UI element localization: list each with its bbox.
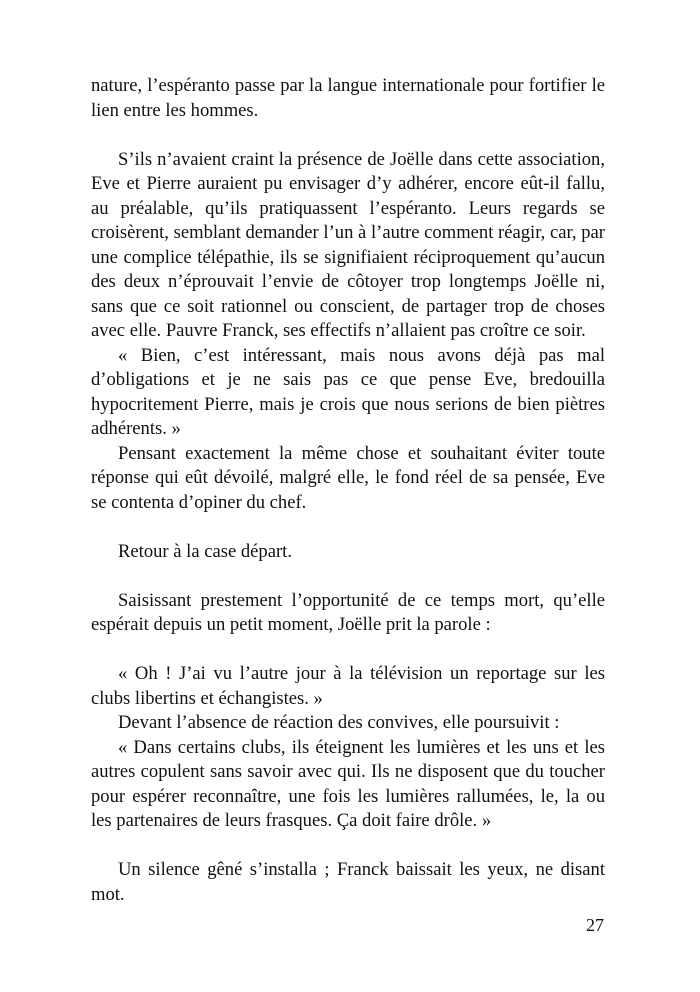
paragraph-continuation: nature, l’espéranto passe par la langue internationale pour fortifier le lien entre les hommes. bbox=[91, 75, 605, 121]
paragraph-joelle-speaks: Saisissant prestement l’opportunité de ce temps mort, qu’elle espérait depuis un petit moment, Joëlle prit la parole : bbox=[91, 589, 605, 635]
paragraph-television: « Oh ! J’ai vu l’autre jour à la télévision un reportage sur les clubs libertins et échangistes. » bbox=[91, 663, 605, 709]
body-text bbox=[91, 74, 605, 907]
paragraph-pierre-reply: « Bien, c’est intéressant, mais nous avons déjà pas mal d’obligations et je ne sais pas ce que pense Eve, bredouilla hypocritement Pierre, mais je crois que nous serions de bien piètres adhérents. » bbox=[91, 344, 605, 439]
paragraph-poursuivit: Devant l’absence de réaction des convives, elle poursuivit : bbox=[118, 712, 560, 733]
paragraph-eve-nods: Pensant exactement la même chose et souhaitant éviter toute réponse qui eût dévoilé, malgré elle, le fond réel de sa pensée, Eve se contenta d’opiner du chef. bbox=[91, 442, 605, 513]
page-number: 27 bbox=[586, 915, 604, 935]
paragraph-esperanto: S’ils n’avaient craint la présence de Joëlle dans cette association, Eve et Pierre auraient pu envisager d’y adhérer, encore eût-il fallu, au préalable, qu’ils pratiquassent l’espéranto. Leurs regards se croisèrent, semblant demander l’un à l’autre comment réagir, car, par une complice télépathie, ils se signifiaient réciproquement qu’aucun des deux n’éprouvait l’envie de côtoyer trop longtemps Joëlle ni, sans que ce soit rationnel ou conscient, de partager trop de choses avec elle. Pauvre Franck, ses effectifs n’allaient pas croître ce soir. bbox=[91, 148, 605, 341]
paragraph-retour: Retour à la case départ. bbox=[118, 540, 292, 562]
paragraph-silence: Un silence gêné s’installa ; Franck baissait les yeux, ne disant mot. bbox=[91, 859, 605, 905]
paragraph-clubs: « Dans certains clubs, ils éteignent les lumières et les uns et les autres copulent sans savoir avec qui. Ils ne disposent que du toucher pour espérer reconnaître, une fois les lumières rallumées, le, la ou les partenaires de leurs frasques. Ça doit faire drôle. » bbox=[91, 736, 605, 831]
